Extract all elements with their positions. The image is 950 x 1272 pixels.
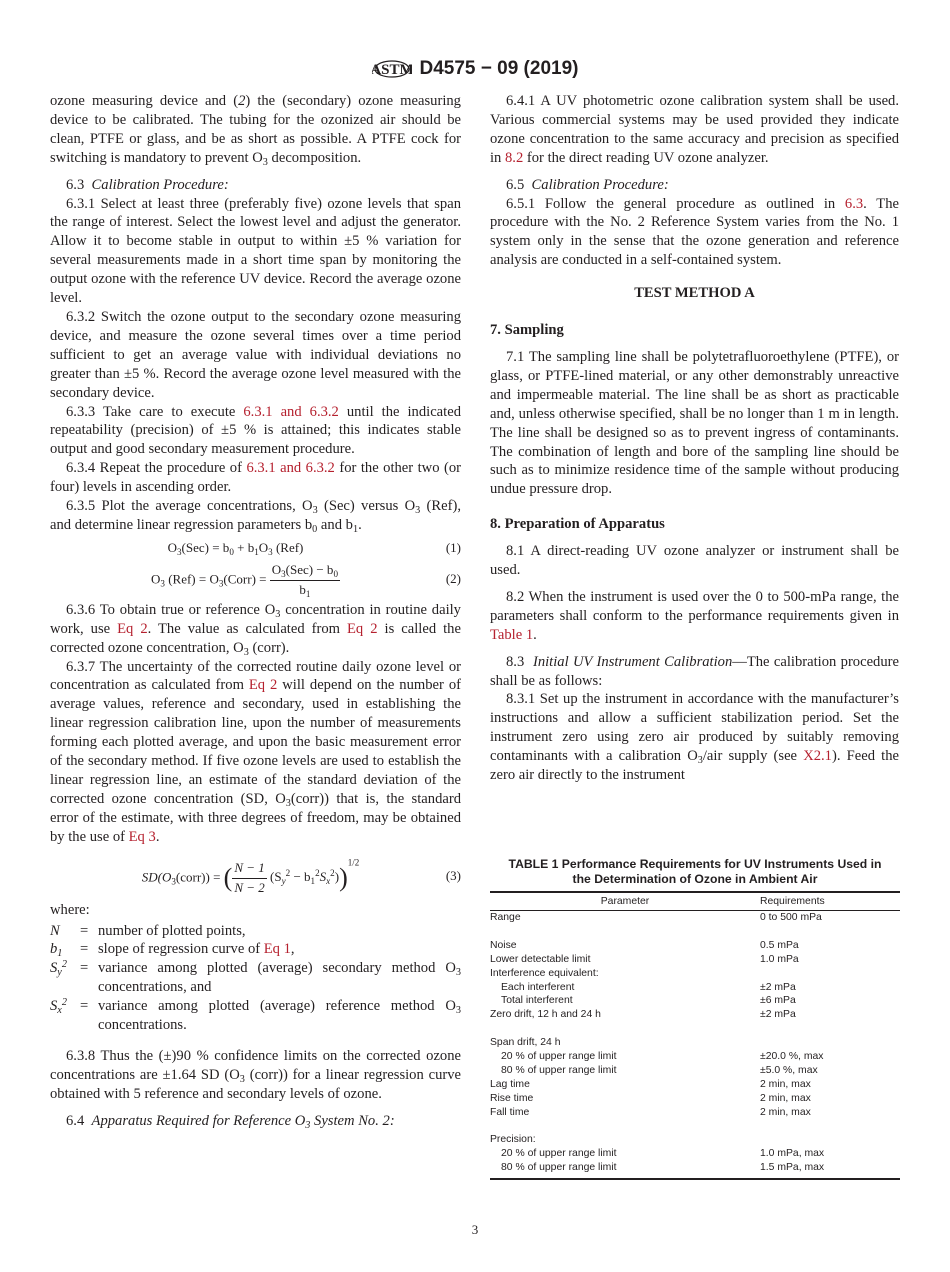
cell-parameter <box>490 1022 760 1036</box>
column-header-requirements: Requirements <box>760 892 900 911</box>
table-row <box>490 1022 900 1036</box>
where-item-b1: $b_1$ = slope of regression curve of Eq 1, <box>50 941 295 960</box>
table-row <box>490 981 900 995</box>
cell-parameter: Range <box>490 912 521 923</box>
table-row <box>490 1050 900 1064</box>
section-6-3-6: 6.3.6 To obtain true or reference $O_3$ concentration in routine daily work, use Eq 2. The value as calculated from Eq 2 is called the corrected ozone concentration, $O_3$ (corr). <box>50 601 461 658</box>
cell-parameter: Zero drift, 12 h and 24 h <box>490 1009 601 1021</box>
astm-logo-icon <box>372 56 412 82</box>
table-row <box>490 1147 900 1161</box>
cell-parameter: 80 % of upper range limit <box>501 1064 617 1076</box>
section-6-3-3: 6.3.3 Take care to execute 6.3.1 and 6.3.2 until the indicated repeatability (precision) of ±5 % is attained; this indicates stable output and good secondary measurement procedure. <box>50 403 461 458</box>
cell-parameter: Fall time <box>490 1106 530 1118</box>
link-eq-1[interactable]: Eq 1 <box>263 941 291 958</box>
cell-requirement <box>760 925 900 939</box>
link-table-1[interactable]: Table 1 <box>490 626 534 643</box>
section-6-5-heading: 6.5 Calibration Procedure: <box>506 176 669 193</box>
section-8-3: 8.3 Initial UV Instrument Calibration—The calibration procedure shall be as follows: <box>490 653 899 689</box>
section-6-3-2: 6.3.2 Switch the ozone output to the secondary ozone measuring device, and measure the ozone several times over a time period sufficient to get an average value with individual deviations no greater than ±5 %. Record the average ozone level measured with the secondary device. <box>50 308 461 401</box>
cell-requirement: 2 min, max <box>760 1078 811 1090</box>
section-8-3-1: 8.3.1 Set up the instrument in accordance with the manufacturer’s instructions and allow a sufficient stabilization period. Set the instrument zero using zero air produced by suitably removing contaminants with a calibration $O_3$/air supply (see X2.1). Feed the zero air directly to the instrument <box>490 691 899 784</box>
cell-parameter: Rise time <box>490 1092 534 1104</box>
cell-requirement: ±20.0 %, max <box>760 1051 824 1063</box>
table-row <box>490 939 900 953</box>
section-6-3-1: 6.3.1 Select at least three (preferably five) ozone levels that span the range of interest. Select the lowest level and adjust the generator. Allow it to become stable in output to within ±5 % variation for several measurements made in a short time span by monitoring the output ozone with the reference UV device. Record the average ozone level. <box>50 195 461 307</box>
where-item-N: N = number of plotted points, <box>50 922 246 939</box>
cell-parameter: Interference equivalent: <box>490 967 599 979</box>
table-row <box>490 1106 900 1120</box>
cell-requirement: 2 min, max <box>760 1106 811 1118</box>
table-row <box>490 1120 900 1134</box>
table-row <box>490 1078 900 1092</box>
where-item-sy2: $S_y^2$ = variance among plotted (average) secondary method $O_3$ concentrations, and <box>50 959 461 996</box>
paragraph-intro: ozone measuring device and (2) the (secondary) ozone measuring device to be calibrated. The tubing for the ozonized air should be clean, PTFE or glass, and be as short as possible. A PTFE cock for switching is mandatory to prevent $O_3$ decomposition. <box>50 93 461 168</box>
cell-requirement: 1.0 mPa <box>760 953 799 965</box>
column-header-parameter: Parameter <box>490 892 760 911</box>
section-7-1: 7.1 The sampling line shall be polytetrafluoroethylene (PTFE), or glass, or PTFE-lined material, or any other demonstrably unreactive and impermeable material. The line shall be as short as practicable and, unless otherwise specified, shall be no longer than 1 m in length. The line shall be designed so as to prevent ingress of contaminants. The combination of length and bore of the sampling line should be such as to minimize residence time of the sample without producing undue pressure drop. <box>490 348 899 498</box>
link-eq-2[interactable]: Eq 2 <box>248 677 278 694</box>
section-6-3-8: 6.3.8 Thus the (±)90 % confidence limits on the corrected ozone concentrations are ±1.64 SD ($O_3$ (corr)) for a linear regression curve obtained with 5 reference and secondary levels of ozone. <box>50 1047 461 1102</box>
cell-parameter: 80 % of upper range limit <box>490 1161 760 1179</box>
table-row <box>490 1008 900 1022</box>
cell-parameter: Precision: <box>490 1134 536 1146</box>
cell-requirement <box>760 1036 900 1050</box>
table-row <box>490 1161 900 1179</box>
test-method-heading: TEST METHOD A <box>634 285 755 302</box>
cell-parameter: Span drift, 24 h <box>490 1037 561 1049</box>
cell-parameter: Each interferent <box>501 981 575 993</box>
equation-2: $O_3$ $(Ref) = O_3(Corr)$ = $\frac{O_3(Sec) - b_0}{b_1}$ (2) <box>151 561 461 599</box>
section-6-3-5: 6.3.5 Plot the average concentrations, $O_3$ (Sec) versus $O_3$ (Ref), and determine linear regression parameters $b_0$ and $b_1$. <box>50 498 461 535</box>
cell-parameter: Lower detectable limit <box>490 953 591 965</box>
equation-1: $O_3(Sec) = b_0 + b_1O_3$ (Ref) (1) <box>167 539 461 557</box>
table-row <box>490 994 900 1008</box>
section-6-5-1: 6.5.1 Follow the general procedure as outlined in 6.3. The procedure with the No. 2 Reference System varies from the No. 1 system only in the sense that the ozone generation and reference analysis are conducted in a self-contained system. <box>490 195 899 269</box>
table-row <box>490 925 900 939</box>
table-1 <box>490 857 900 1180</box>
link-6-3[interactable]: 6.3 <box>844 195 864 212</box>
cell-requirement: 0.5 mPa <box>760 939 799 951</box>
link-6-3-1-and-6-3-2[interactable]: 6.3.1 and 6.3.2 <box>243 403 339 420</box>
link-eq-2[interactable]: Eq 2 <box>117 620 148 637</box>
cell-requirement: 1.0 mPa, max <box>760 1148 825 1160</box>
cell-requirement: ±2 mPa <box>760 1009 796 1021</box>
link-eq-2[interactable]: Eq 2 <box>347 620 378 637</box>
cell-parameter: Noise <box>490 939 517 951</box>
cell-requirement: 1.5 mPa, max <box>760 1161 900 1179</box>
table-row <box>490 911 900 925</box>
table-caption: TABLE 1 Performance Requirements for UV Instruments Used in the Determination of Ozone in Ambient Air <box>508 857 882 886</box>
cell-requirement: ±2 mPa <box>760 981 796 993</box>
section-6-4-1: 6.4.1 A UV photometric ozone calibration system shall be used. Various commercial systems may be used provided they indicate ozone concentration to the same accuracy and precision as specified in 8.2 for the direct reading UV ozone analyzer. <box>490 93 899 166</box>
section-8-heading: 8. Preparation of Apparatus <box>490 516 665 533</box>
where-item-sx2: $S_x^2$ = variance among plotted (average) reference method $O_3$ concentrations. <box>50 997 461 1034</box>
cell-parameter <box>490 1120 760 1134</box>
cell-requirement <box>760 967 900 981</box>
link-x2-1[interactable]: X2.1 <box>803 748 832 765</box>
performance-requirements-table <box>490 891 900 1180</box>
cell-requirement: ±5.0 %, max <box>760 1064 818 1076</box>
standard-designation: D4575 − 09 (2019) <box>419 58 579 79</box>
section-6-3-7: 6.3.7 The uncertainty of the corrected routine daily ozone level or concentration as calculated from Eq 2 will depend on the number of average values, reference and secondary, used in establishing the linear regression calibration line, upon the number of measurements forming each plotted average, and upon the basic measurement error of the secondary method. If five ozone levels are used to establish the linear regression line, an estimate of the standard deviation of the corrected ozone concentration (SD, $O_3(corr)$) that is, the standard error of the estimate, with three degrees of freedom, may be obtained by the use of Eq 3. <box>50 658 461 845</box>
left-column <box>50 92 461 1131</box>
section-6-3-heading: 6.3 Calibration Procedure: <box>66 176 229 193</box>
page-header <box>0 56 950 84</box>
link-6-3-1-and-6-3-2[interactable]: 6.3.1 and 6.3.2 <box>246 460 335 477</box>
where-label: where: <box>50 901 90 918</box>
cell-parameter <box>490 925 760 939</box>
table-row <box>490 1092 900 1106</box>
table-row <box>490 967 900 981</box>
cell-requirement <box>760 1022 900 1036</box>
table-row <box>490 1064 900 1078</box>
cell-parameter: 20 % of upper range limit <box>501 1148 617 1160</box>
table-row <box>490 1133 900 1147</box>
cell-parameter: Total interferent <box>501 995 573 1007</box>
right-column <box>490 92 899 785</box>
cell-requirement: 0 to 500 mPa <box>760 912 822 923</box>
section-6-3-4: 6.3.4 Repeat the procedure of 6.3.1 and 6.3.2 for the other two (or four) levels in ascending order. <box>50 460 461 496</box>
svg-text:ASTM: ASTM <box>371 62 412 78</box>
cell-requirement: ±6 mPa <box>760 995 796 1007</box>
cell-requirement: 2 min, max <box>760 1092 811 1104</box>
page-number: 3 <box>471 1222 479 1237</box>
link-eq-3[interactable]: Eq 3 <box>128 828 156 845</box>
section-8-2: 8.2 When the instrument is used over the 0 to 500-mPa range, the parameters shall conform to the performance requirements given in Table 1. <box>490 588 899 643</box>
equation-3: $SD(O_3(corr))$ = ( $\frac{N - 1}{N - 2}$ $(S_y^2 - b_1^2S_x^2))^{1/2}$ (3) <box>141 857 461 895</box>
section-8-1: 8.1 A direct-reading UV ozone analyzer or instrument shall be used. <box>490 543 899 579</box>
section-7-heading: 7. Sampling <box>490 322 564 339</box>
table-row <box>490 953 900 967</box>
cell-parameter: Lag time <box>490 1078 530 1090</box>
cell-requirement <box>760 1120 900 1134</box>
section-6-4-heading: 6.4 Apparatus Required for Reference $O_3$ System No. 2: <box>66 1112 395 1131</box>
cell-requirement <box>760 1133 900 1147</box>
link-8-2[interactable]: 8.2 <box>505 149 524 166</box>
cell-parameter: 20 % of upper range limit <box>501 1051 617 1063</box>
table-row <box>490 1036 900 1050</box>
